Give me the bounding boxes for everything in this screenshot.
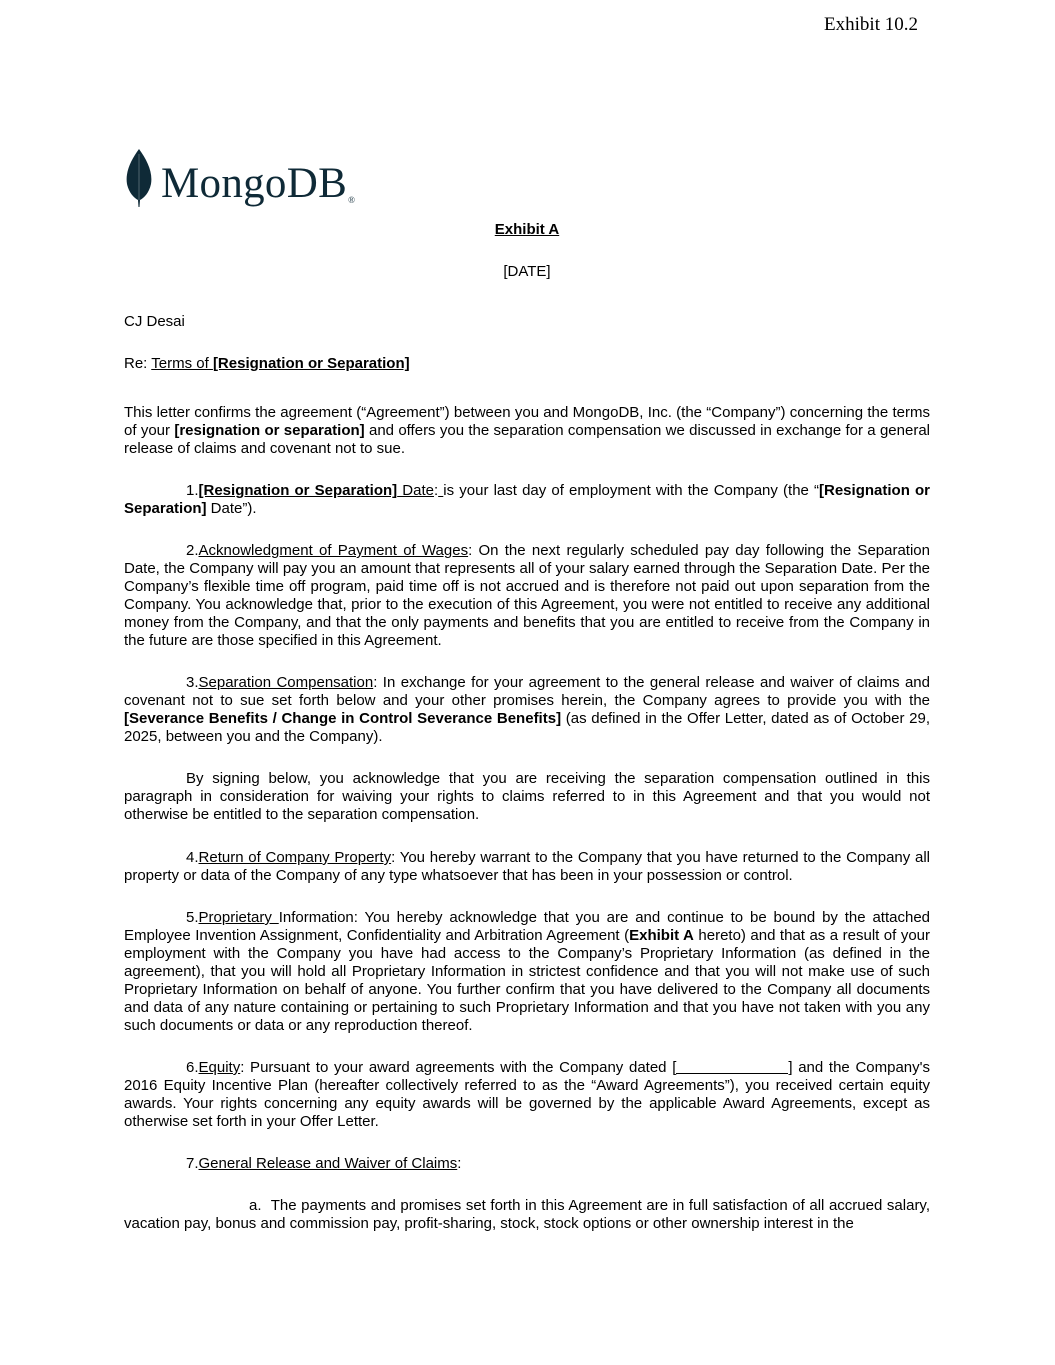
section-1-separation-date: 1.[Resignation or Separation] Date: is your last day of employment with the Company (the “[Resignation or Separation] Date”). <box>124 482 930 517</box>
leaf-icon <box>125 148 153 208</box>
logo-wordmark: MongoDB® <box>161 160 356 207</box>
letter-date: [DATE] <box>503 263 551 280</box>
company-logo <box>125 148 355 210</box>
section-5-proprietary-information: 5.Proprietary Information: You hereby acknowledge that you are and continue to be bound by the attached Employee Invention Assignment, Confidentiality and Arbitration Agreement (Exhibit A hereto) and that as a result of your employment with the Company you have had access to the Company’s Proprietary Information (as defined in the agreement), that you will hold all Proprietary Information in strictest confidence and that you will not make use of such Proprietary Information on behalf of anyone. You further confirm that you have delivered to the Company all documents and data of any nature containing or pertaining to such Proprietary Information and that you have not taken with you any such documents or data or any reproduction thereof. <box>124 909 930 1034</box>
intro-paragraph: This letter confirms the agreement (“Agreement”) between you and MongoDB, Inc. (the “Company”) concerning the terms of your [resignation or separation] and offers you the separation compensation we discussed in exchange for a general release of claims and covenant not to sue. <box>124 404 930 457</box>
letter-body <box>124 221 930 1233</box>
exhibit-number: Exhibit 10.2 <box>824 14 918 35</box>
section-6-equity: 6.Equity: Pursuant to your award agreements with the Company dated [ ] and the Company's 2016 Equity Incentive Plan (hereafter collectively referred to as the “Award Agreements”), you received certain equity awards. Your rights concerning any equity awards will be governed by the applicable Award Agreements, except as otherwise set forth in your Offer Letter. <box>124 1059 931 1130</box>
section-7-general-release: 7.General Release and Waiver of Claims: <box>186 1155 462 1172</box>
section-2-payment-of-wages: 2.Acknowledgment of Payment of Wages: On the next regularly scheduled pay day following the Separation Date, the Company will pay you an amount that represents all of your salary earned through the Separation Date. Per the Company’s flexible time off program, paid time off is not accrued and is therefore not paid out upon separation from the Company. You acknowledge that, prior to the execution of this Agreement, you were not entitled to receive any additional money from the Company, and that the only payments and benefits that you are entitled to receive from the Company in the future are those specified in this Agreement. <box>124 542 930 649</box>
section-4-return-of-property: 4.Return of Company Property: You hereby warrant to the Company that you have returned to the Company all property or data of the Company of any type whatsoever that has been in your possession or control. <box>124 849 930 884</box>
section-7a-text: a. The payments and promises set forth in this Agreement are in full satisfaction of all accrued salary, vacation pay, bonus and commission pay, profit-sharing, stock, stock options or other ownership interest in the <box>124 1197 930 1232</box>
section-3-acknowledgment: By signing below, you acknowledge that you are receiving the separation compensation outlined in this paragraph in consideration for waiving your rights to claims referred to in this Agreement and that you would not otherwise be entitled to the separation compensation. <box>124 770 930 823</box>
section-3-separation-compensation: 3.Separation Compensation: In exchange for your agreement to the general release and waiver of claims and covenant not to sue set forth below and your other promises herein, the Company agrees to provide you with the [Severance Benefits / Change in Control Severance Benefits] (as defined in the Offer Letter, dated as of October 29, 2025, between you and the Company). <box>124 674 930 745</box>
blank-date-field <box>676 1059 788 1074</box>
subject-line: Re: Terms of [Resignation or Separation] <box>124 355 410 372</box>
page-title: Exhibit A <box>494 221 560 238</box>
recipient-name: CJ Desai <box>124 313 185 330</box>
